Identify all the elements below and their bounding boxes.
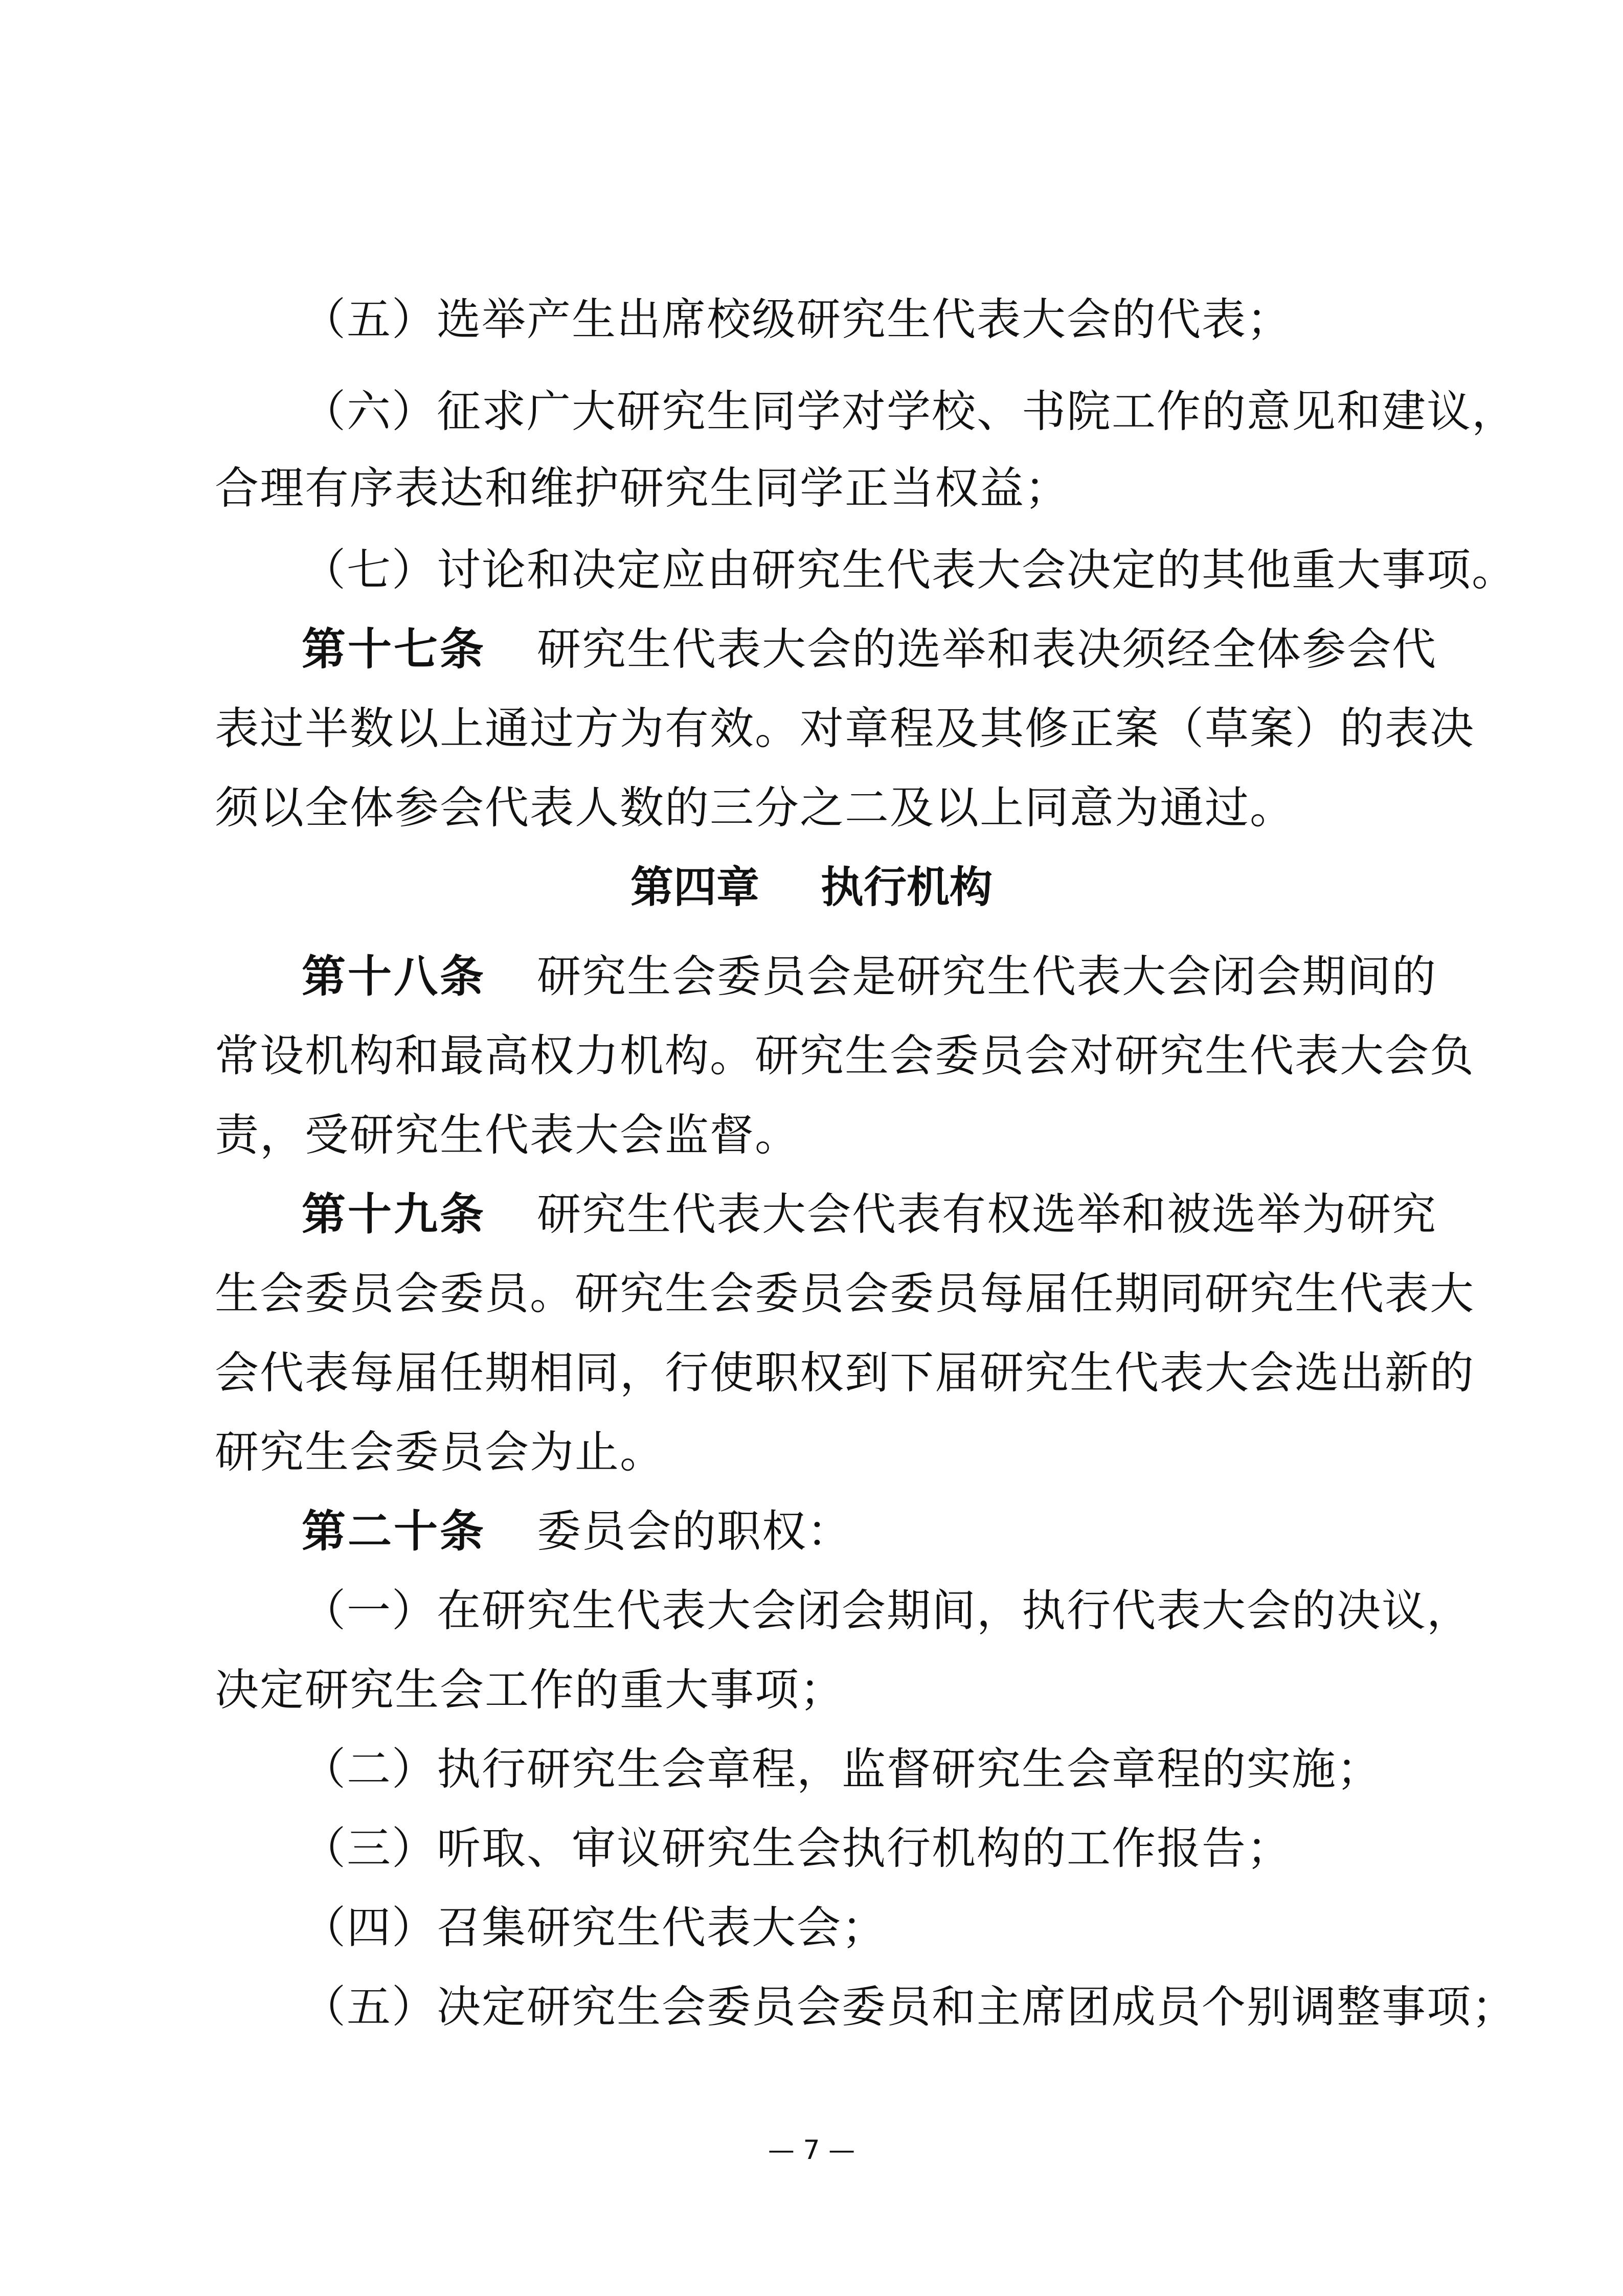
list-item-four: （四）召集研究生代表大会；	[302, 1902, 887, 1953]
article-19-line-4: 研究生会委员会为止。	[215, 1427, 665, 1478]
article-19-title: 第十九条	[302, 1188, 486, 1240]
list-item-six-continued: 合理有序表达和维护研究生同学正当权益；	[215, 463, 1070, 514]
list-item-seven: （七）讨论和决定应由研究生代表大会决定的其他重大事项。	[302, 545, 1517, 596]
chapter-number: 第四章	[630, 862, 759, 912]
article-20-title: 第二十条	[302, 1505, 486, 1557]
list-item-five-duty: （五）决定研究生会委员会委员和主席团成员个别调整事项；	[302, 1982, 1517, 2033]
article-17	[302, 621, 1437, 678]
article-19-line-2: 生会委员会委员。研究生会委员会委员每届任期同研究生代表大	[215, 1268, 1475, 1319]
article-17-line-2: 表过半数以上通过方为有效。对章程及其修正案（草案）的表决	[215, 703, 1475, 754]
article-18-title: 第十八条	[302, 951, 486, 1002]
list-item-one: （一）在研究生代表大会闭会期间，执行代表大会的决议，	[302, 1585, 1472, 1636]
article-17-line-3: 须以全体参会代表人数的三分之二及以上同意为通过。	[215, 782, 1295, 834]
article-18-text: 研究生会委员会是研究生代表大会闭会期间的	[537, 951, 1437, 1002]
list-item-five: （五）选举产生出席校级研究生代表大会的代表；	[302, 294, 1292, 345]
list-item-two: （二）执行研究生会章程，监督研究生会章程的实施；	[302, 1744, 1382, 1795]
page-number: — 7 —	[768, 2135, 855, 2166]
list-item-six: （六）征求广大研究生同学对学校、书院工作的意见和建议，	[302, 386, 1517, 437]
list-item-three: （三）听取、审议研究生会执行机构的工作报告；	[302, 1823, 1292, 1874]
article-17-title: 第十七条	[302, 623, 486, 675]
article-18-line-2: 常设机构和最高权力机构。研究生会委员会对研究生代表大会负	[215, 1030, 1475, 1082]
article-18-line-3: 责，受研究生代表大会监督。	[215, 1110, 800, 1161]
list-item-one-continued: 决定研究生会工作的重大事项；	[215, 1664, 845, 1716]
article-20-text: 委员会的职权：	[537, 1506, 852, 1557]
chapter-heading	[0, 859, 1623, 915]
article-18	[302, 949, 1437, 1005]
article-19	[302, 1186, 1437, 1243]
chapter-title: 执行机构	[821, 862, 993, 912]
article-20	[302, 1503, 852, 1560]
article-19-line-3: 会代表每届任期相同，行使职权到下届研究生代表大会选出新的	[215, 1347, 1475, 1399]
article-19-text: 研究生代表大会代表有权选举和被选举为研究	[537, 1189, 1437, 1240]
article-17-text: 研究生代表大会的选举和表决须经全体参会代	[537, 624, 1437, 675]
